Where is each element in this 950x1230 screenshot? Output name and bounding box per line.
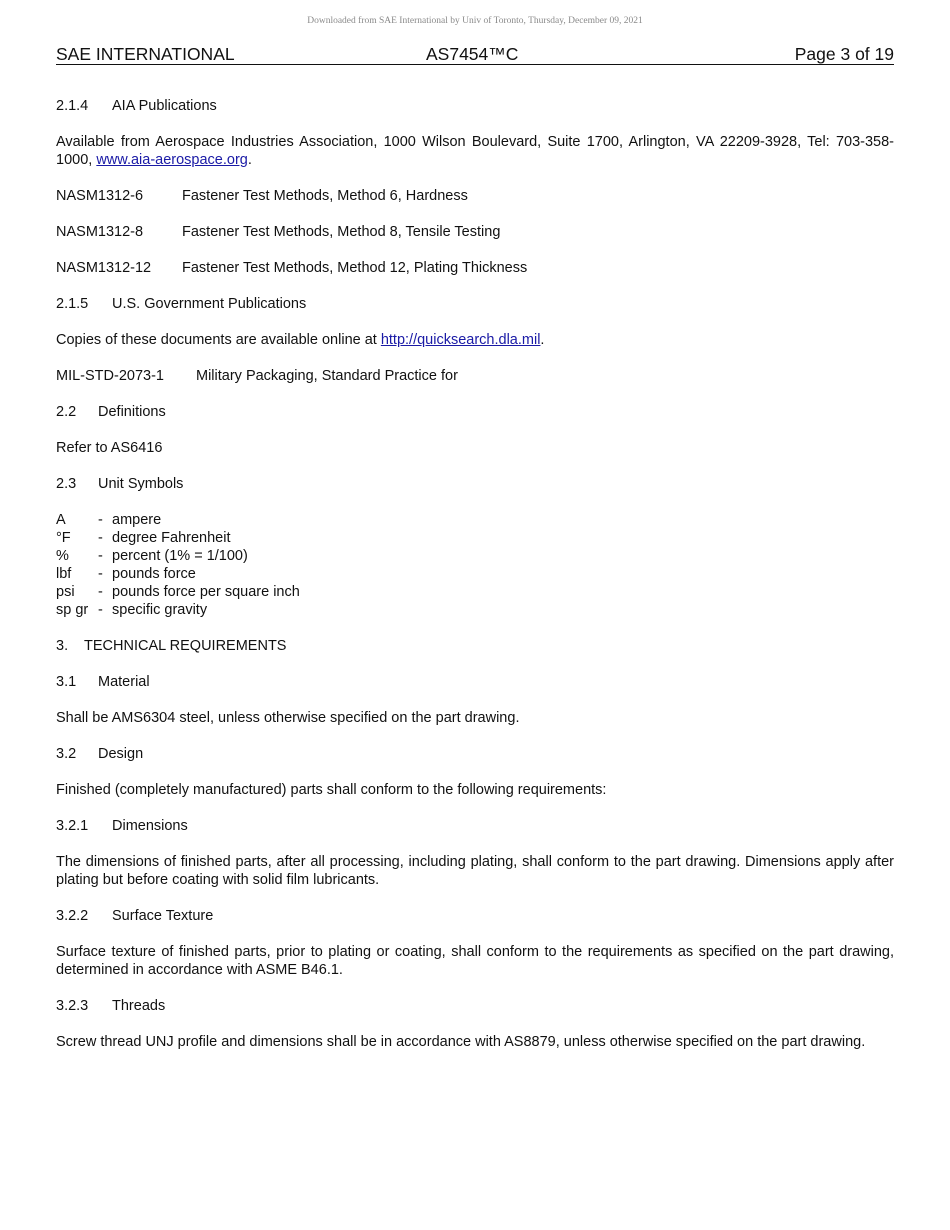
design-paragraph: Finished (completely manufactured) parts shall conform to the following requirements:	[56, 782, 607, 798]
unit-symbols-list	[56, 511, 894, 619]
section-number: 3.2.2	[56, 908, 89, 924]
paragraph-text: Copies of these documents are available online at	[56, 332, 377, 348]
reference-title: Fastener Test Methods, Method 6, Hardness	[182, 188, 468, 204]
section-number: 3.2.1	[56, 818, 89, 834]
unit-description: percent (1% = 1/100)	[112, 548, 248, 564]
unit-symbol: sp gr	[56, 602, 89, 618]
unit-symbol: psi	[56, 584, 75, 600]
section-heading-3-2	[56, 745, 894, 763]
material-paragraph: Shall be AMS6304 steel, unless otherwise specified on the part drawing.	[56, 710, 520, 726]
section-heading-2-1-4	[56, 97, 894, 115]
reference-title: Fastener Test Methods, Method 8, Tensile Testing	[182, 224, 501, 240]
section-heading-3-1	[56, 673, 894, 691]
unit-description: specific gravity	[112, 602, 208, 618]
unit-symbol-row: °F - degree Fahrenheit	[56, 530, 231, 546]
unit-symbol: %	[56, 548, 69, 564]
reference-code: MIL-STD-2073-1	[56, 368, 164, 384]
reference-title: Fastener Test Methods, Method 12, Plating Thickness	[182, 260, 528, 276]
section-title: Surface Texture	[112, 908, 214, 924]
unit-symbol: A	[56, 512, 66, 528]
section-number: 3.2.3	[56, 998, 89, 1014]
section-number: 3.2	[56, 746, 77, 762]
gov-availability-paragraph: Copies of these documents are available online at http://quicksearch.dla.mil.	[56, 332, 545, 348]
header-document-id: AS7454™C	[426, 44, 519, 64]
section-number: 3.	[56, 638, 69, 654]
unit-symbol-row: sp gr - specific gravity	[56, 602, 208, 618]
section-title: Design	[98, 746, 144, 762]
section-heading-2-1-5	[56, 295, 894, 313]
unit-description: pounds force	[112, 566, 196, 582]
unit-description: degree Fahrenheit	[112, 530, 231, 546]
reference-entry	[56, 223, 894, 241]
section-heading-2-2	[56, 403, 894, 421]
section-heading-3	[56, 637, 894, 655]
definitions-paragraph: Refer to AS6416	[56, 440, 163, 456]
reference-title: Military Packaging, Standard Practice for	[196, 368, 458, 384]
section-heading-2-3	[56, 475, 894, 493]
page-body	[56, 97, 894, 1069]
unit-symbol: °F	[56, 530, 71, 546]
threads-paragraph: Screw thread UNJ profile and dimensions shall be in accordance with AS8879, unless otherwise specified on the part drawing.	[56, 1034, 866, 1050]
reference-entry	[56, 259, 894, 277]
section-number: 2.1.4	[56, 98, 89, 114]
reference-entry	[56, 187, 894, 205]
unit-symbol-row: lbf - pounds force	[56, 566, 196, 582]
unit-symbol: lbf	[56, 566, 72, 582]
section-title: AIA Publications	[112, 98, 217, 114]
reference-code: NASM1312-8	[56, 224, 144, 240]
section-number: 2.3	[56, 476, 77, 492]
section-title: Material	[98, 674, 150, 690]
unit-symbol-row: A - ampere	[56, 512, 162, 528]
paragraph-text: Available from Aerospace Industries Association, 1000 Wilson Boulevard, Suite 1700, Arlington, VA 22209-3928, Tel: 703-358-1000,	[56, 134, 894, 168]
aia-availability-paragraph: Available from Aerospace Industries Association, 1000 Wilson Boulevard, Suite 1700, Arlington, VA 22209-3928, Tel: 703-358-1000, www.aia-aerospace.org.	[56, 134, 894, 168]
reference-entry	[56, 367, 894, 385]
section-title: Threads	[112, 998, 166, 1014]
reference-code: NASM1312-6	[56, 188, 144, 204]
reference-code: NASM1312-12	[56, 260, 152, 276]
unit-symbol-row: % - percent (1% = 1/100)	[56, 548, 248, 564]
section-title: TECHNICAL REQUIREMENTS	[84, 638, 287, 654]
aia-website-link[interactable]: www.aia-aerospace.org	[96, 152, 248, 168]
quicksearch-link[interactable]: http://quicksearch.dla.mil	[380, 332, 541, 348]
section-heading-3-2-2	[56, 907, 894, 925]
section-title: U.S. Government Publications	[112, 296, 307, 312]
download-watermark: Downloaded from SAE International by Univ of Toronto, Thursday, December 09, 2021	[307, 16, 643, 26]
section-heading-3-2-3	[56, 997, 894, 1015]
unit-description: ampere	[112, 512, 162, 528]
unit-symbol-row: psi - pounds force per square inch	[56, 584, 300, 600]
section-heading-3-2-1	[56, 817, 894, 835]
surface-texture-paragraph: Surface texture of finished parts, prior to plating or coating, shall conform to the requirements as specified on the part drawing, determined in accordance with ASME B46.1.	[56, 944, 894, 978]
section-title: Unit Symbols	[98, 476, 184, 492]
header-organization: SAE INTERNATIONAL	[56, 44, 235, 64]
page-header	[56, 44, 894, 65]
section-number: 2.2	[56, 404, 77, 420]
section-number: 3.1	[56, 674, 77, 690]
header-page-number: Page 3 of 19	[794, 44, 894, 64]
section-title: Definitions	[98, 404, 166, 420]
section-title: Dimensions	[112, 818, 188, 834]
section-number: 2.1.5	[56, 296, 89, 312]
unit-description: pounds force per square inch	[112, 584, 300, 600]
dimensions-paragraph: The dimensions of finished parts, after all processing, including plating, shall conform to the part drawing. Dimensions apply after plating but before coating with solid film lubricants.	[56, 854, 894, 888]
